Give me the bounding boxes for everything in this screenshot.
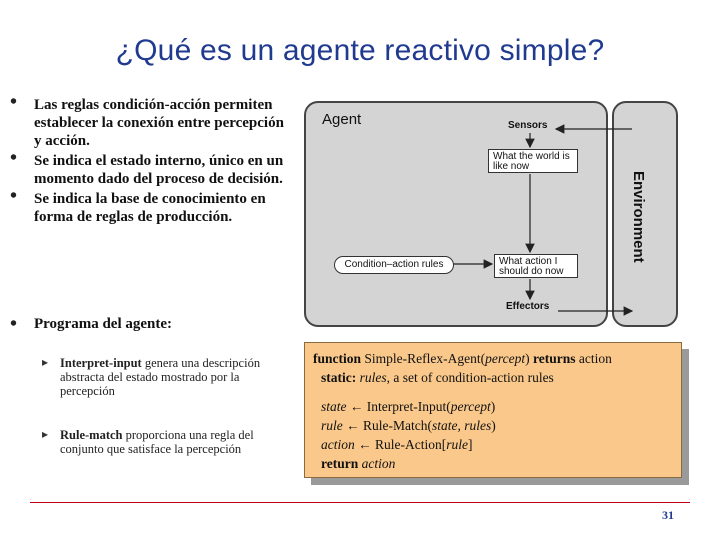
bullet-dot-icon: •	[10, 313, 18, 335]
world-state-box: What the world is like now	[488, 149, 578, 173]
bullet-text: Se indica el estado interno, único en un momento dado del proceso de decisión.	[34, 153, 284, 187]
bullet-item	[10, 91, 295, 150]
program-subitem	[42, 427, 270, 456]
effectors-label: Effectors	[506, 301, 550, 312]
bullet-list	[10, 91, 295, 228]
diagram-arrows	[302, 99, 678, 327]
footer-divider	[30, 502, 690, 503]
triangle-bullet-icon: ▸	[42, 355, 49, 369]
program-label: Programa del agente:	[34, 316, 173, 332]
page-number: 31	[662, 508, 674, 522]
program-heading	[10, 313, 319, 335]
subitem-term: Interpret-input	[60, 356, 142, 370]
slide-title: ¿Qué es un agente reactivo simple?	[115, 34, 605, 67]
triangle-bullet-icon: ▸	[42, 427, 49, 441]
sensors-label: Sensors	[508, 120, 548, 131]
environment-label: Environment	[630, 171, 647, 263]
program-subitem	[42, 355, 270, 398]
subitem-term: Rule-match	[60, 428, 123, 442]
bullet-text: Las reglas condición-acción permiten establecer la conexión entre percepción y acción.	[34, 97, 284, 149]
code-line: action ← Rule-Action[rule]	[321, 437, 473, 452]
code-line: state ← Interpret-Input(percept)	[321, 399, 496, 414]
bullet-item	[10, 147, 295, 188]
code-line: static: rules, a set of condition-action rules	[321, 370, 554, 385]
bullet-dot-icon: •	[10, 91, 18, 113]
code-line: return action	[321, 456, 396, 471]
action-choice-box: What action I should do now	[494, 254, 578, 278]
bullet-item	[10, 185, 295, 226]
condition-action-rules-box: Condition–action rules	[334, 256, 454, 274]
bullet-dot-icon: •	[10, 147, 18, 169]
agent-diagram	[302, 99, 678, 327]
agent-label: Agent	[322, 111, 362, 128]
pseudocode-box	[304, 342, 682, 478]
subitem-text: genera una descripción abstracta del estado mostrado por la percepción	[60, 356, 261, 398]
subitem-text: proporciona una regla del conjunto que satisface la percepción	[60, 428, 254, 456]
code-line: rule ← Rule-Match(state, rules)	[321, 418, 496, 433]
bullet-text: Se indica la base de conocimiento en forma de reglas de producción.	[34, 191, 266, 225]
bullet-dot-icon: •	[10, 185, 18, 207]
code-line: function Simple-Reflex-Agent(percept) returns action	[313, 351, 612, 366]
